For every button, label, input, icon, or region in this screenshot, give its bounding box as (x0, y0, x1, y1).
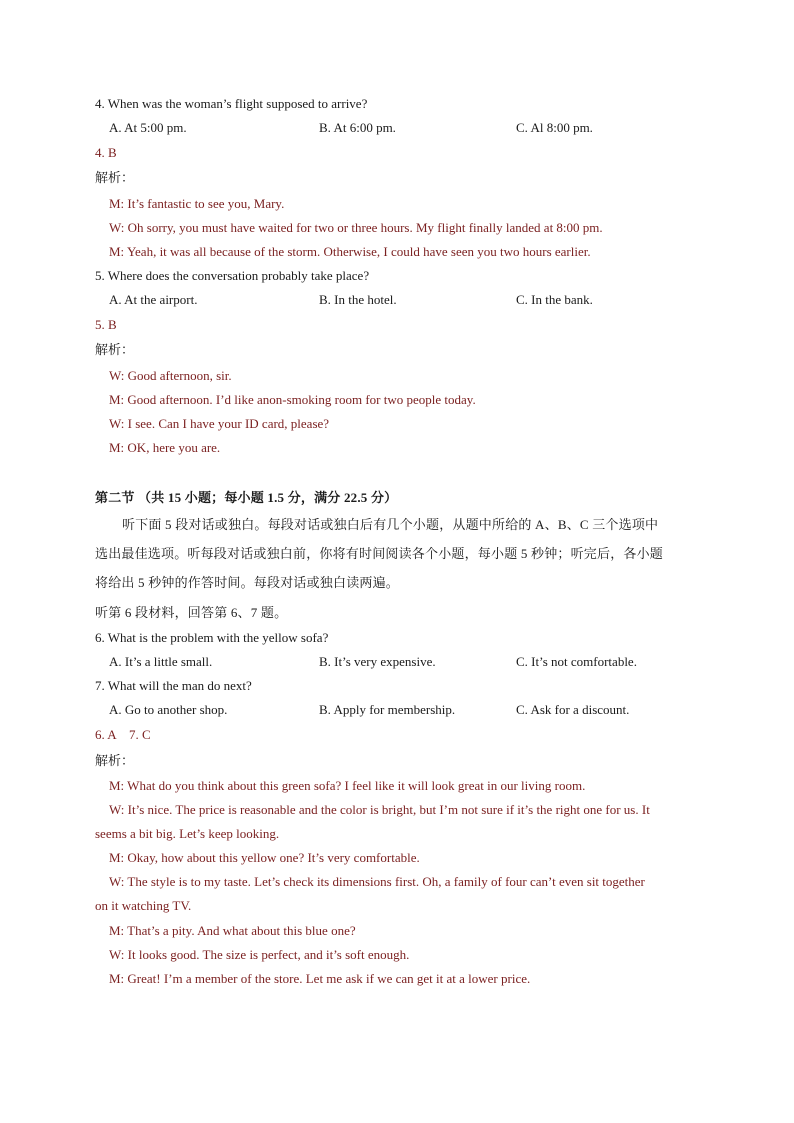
question-6: 6. What is the problem with the yellow sofa? (95, 630, 329, 645)
q4-answer: 4. B (95, 145, 117, 160)
q5-option-a: A. At the airport. (109, 292, 198, 307)
q5-option-b: B. In the hotel. (319, 292, 397, 307)
q67-dialogue-line: M: What do you think about this green sofa? I feel like it will look great in our living room. (109, 778, 586, 793)
q4-analysis-label: 解析： (95, 170, 135, 185)
q4-dialogue-line: W: Oh sorry, you must have waited for two or three hours. My flight finally landed at 8:00 pm. (109, 220, 603, 235)
q6-q7-analysis-label: 解析： (95, 753, 135, 768)
q5-analysis-label: 解析： (95, 342, 135, 357)
q67-dialogue-line: W: It looks good. The size is perfect, and it’s soft enough. (109, 947, 410, 962)
q67-dialogue-line: M: Great! I’m a member of the store. Let me ask if we can get it at a lower price. (109, 971, 531, 986)
section-2-instruction: 将给出 5 秒钟的作答时间。每段对话或独白读两遍。 (95, 575, 400, 590)
q4-dialogue-line: M: Yeah, it was all because of the storm. Otherwise, I could have seen you two hours earlier. (109, 244, 591, 259)
q6-option-c: C. It’s not comfortable. (516, 654, 637, 669)
q67-dialogue-line: W: The style is to my taste. Let’s check its dimensions first. Oh, a family of four can’t even sit together (109, 874, 645, 889)
q7-option-a: A. Go to another shop. (109, 702, 228, 717)
q4-option-a: A. At 5:00 pm. (109, 120, 187, 135)
q5-dialogue-line: W: I see. Can I have your ID card, please? (109, 416, 330, 431)
q6-option-b: B. It’s very expensive. (319, 654, 436, 669)
section-2-heading: 第二节 （共 15 小题；每小题 1.5 分，满分 22.5 分） (95, 490, 398, 505)
q67-dialogue-line: on it watching TV. (95, 898, 192, 913)
q7-option-c: C. Ask for a discount. (516, 702, 630, 717)
q5-dialogue-line: M: Good afternoon. I’d like anon-smoking room for two people today. (109, 392, 476, 407)
question-7: 7. What will the man do next? (95, 678, 252, 693)
question-4: 4. When was the woman’s flight supposed to arrive? (95, 96, 368, 111)
q4-dialogue-line: M: It’s fantastic to see you, Mary. (109, 196, 285, 211)
q67-dialogue-line: seems a bit big. Let’s keep looking. (95, 826, 280, 841)
q4-option-c: C. Al 8:00 pm. (516, 120, 593, 135)
section-2-instruction: 听下面 5 段对话或独白。每段对话或独白后有几个小题，从题中所给的 A、B、C 三个选项中 (122, 517, 659, 532)
q5-dialogue-line: M: OK, here you are. (109, 440, 221, 455)
q5-dialogue-line: W: Good afternoon, sir. (109, 368, 232, 383)
q67-dialogue-line: W: It’s nice. The price is reasonable and the color is bright, but I’m not sure if it’s the right one for us. It (109, 802, 650, 817)
material-note: 听第 6 段材料，回答第 6、7 题。 (95, 605, 288, 620)
section-2-instruction: 选出最佳选项。听每段对话或独白前，你将有时间阅读各个小题，每小题 5 秒钟；听完后，各小题 (95, 546, 664, 561)
q7-option-b: B. Apply for membership. (319, 702, 456, 717)
question-5: 5. Where does the conversation probably take place? (95, 268, 370, 283)
q6-option-a: A. It’s a little small. (109, 654, 213, 669)
q6-q7-answer: 6. A 7. C (95, 727, 151, 742)
q4-option-b: B. At 6:00 pm. (319, 120, 396, 135)
q67-dialogue-line: M: Okay, how about this yellow one? It’s very comfortable. (109, 850, 420, 865)
q5-answer: 5. B (95, 317, 117, 332)
q67-dialogue-line: M: That’s a pity. And what about this blue one? (109, 923, 356, 938)
q5-option-c: C. In the bank. (516, 292, 593, 307)
